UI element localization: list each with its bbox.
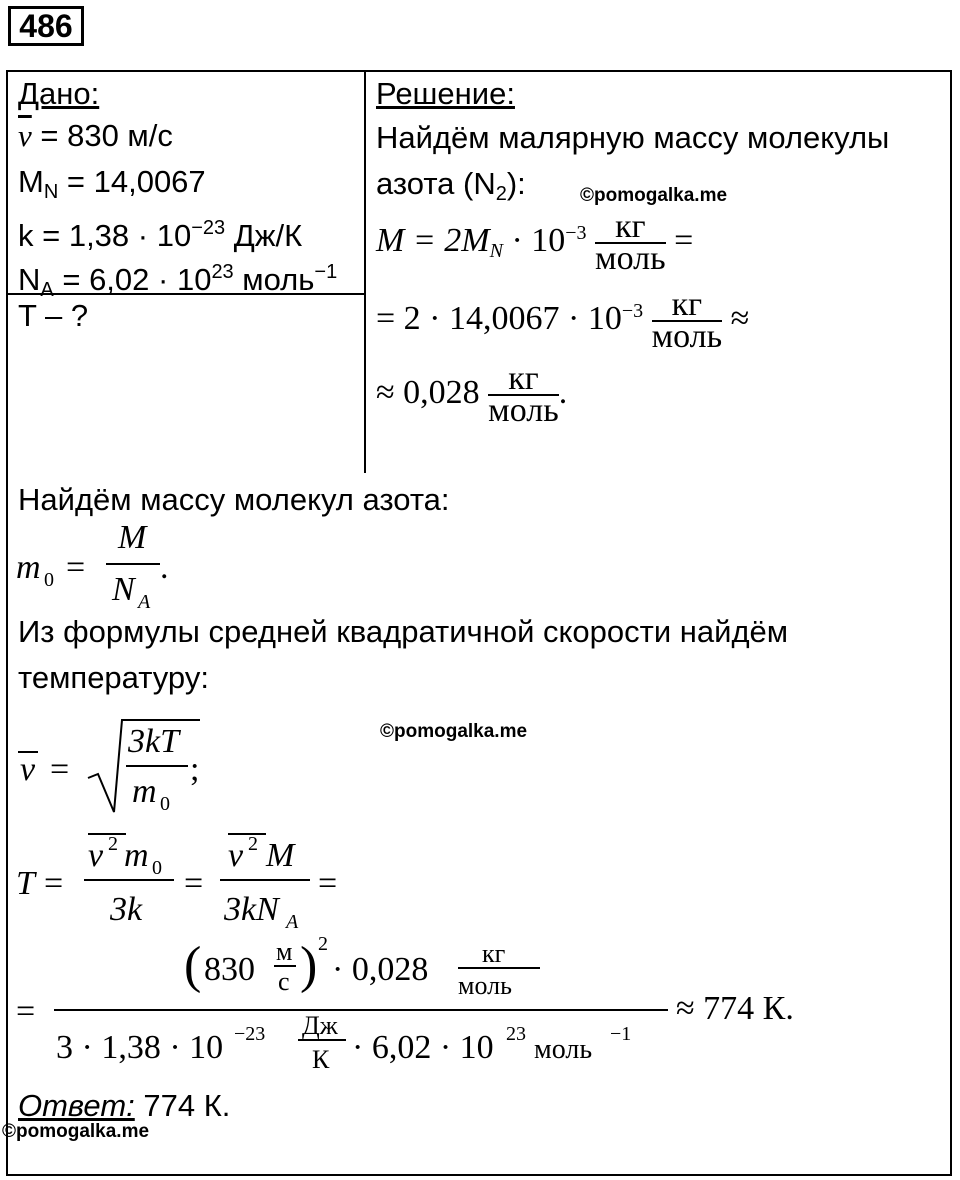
svg-text:v: v [88,837,104,874]
svg-text:v: v [20,751,36,788]
svg-text:· 6,02 · 10: · 6,02 · 10 [352,1029,494,1066]
svg-text:0: 0 [160,793,170,815]
molar-mass-calc: = $2 \cdot 14,0067 \cdot 10^{-3}$ $\frac{кг}{\text{моль}}$ ≈ [376,286,750,355]
svg-text:=: = [184,865,204,902]
svg-text:0: 0 [152,857,162,879]
svg-text:3kT: 3kT [128,723,179,760]
svg-text:кг: кг [482,939,506,968]
svg-text:моль: моль [458,971,512,1000]
svg-text:3kN: 3kN [224,891,279,928]
svg-text:23: 23 [506,1023,526,1045]
given-boltzmann: $k = 1,38 \cdot 10^{-23}$ Дж/К [18,217,303,253]
svg-text:T: T [16,865,35,902]
svg-text:2: 2 [248,833,258,855]
given-heading: Дано: [18,76,100,111]
svg-text:2: 2 [108,833,118,855]
svg-text:v: v [228,837,244,874]
given-molar-mass: $M_N = 14,0067$ [18,164,206,203]
svg-text:m: m [16,549,41,586]
molar-mass-result: ≈ 0,028 $\frac{кг}{\text{моль}}$ . [376,360,568,429]
temperature-result: ≈ 774 К. [676,990,794,1027]
svg-text:N: N [112,571,135,608]
solution-line2: азота $(N_2)$: [376,166,526,205]
column-divider [364,71,366,473]
svg-text:=: = [16,993,36,1030]
answer: Ответ: 774 К. [18,1088,231,1123]
svg-text:2: 2 [318,933,328,955]
svg-text:830: 830 [204,951,255,988]
watermark: ©pomogalka.me [2,1121,150,1142]
molecule-mass-formula [14,518,214,614]
problem-number: 486 [8,6,84,46]
molar-mass-formula: $M = 2M_N \cdot 10^{-3}$ $\frac{кг}{\text{моль}}$ = [376,208,694,277]
find-temperature: T – ? [18,298,89,333]
watermark: ©pomogalka.me [380,721,528,742]
svg-text:m: m [124,837,149,874]
svg-text:−23: −23 [234,1023,266,1045]
solution-heading: Решение: [376,76,515,111]
speed-text-2: температуру: [18,660,209,695]
svg-text:A: A [286,911,299,933]
svg-text:M: M [118,519,147,556]
watermark: ©pomogalka.me [580,185,728,206]
svg-text:м: м [276,937,293,966]
svg-text:): ) [300,937,318,994]
svg-text:.: . [160,549,169,586]
svg-text:(: ( [184,937,202,994]
given-avogadro: $N_A = 6,02 \cdot 10^{23}$ моль$^{-1}$ [18,261,338,301]
svg-text:моль: моль [534,1034,593,1065]
svg-text:m: m [132,773,157,810]
svg-text:3 · 1,38 · 10: 3 · 1,38 · 10 [56,1029,224,1066]
given-velocity: $\overline{v} = 830$ м/с [18,118,173,153]
svg-text:=: = [318,865,338,902]
svg-text:· 0,028: · 0,028 [332,951,429,988]
mass-text: Найдём массу молекул азота: [18,482,450,517]
svg-text:=: = [66,549,86,586]
solution-line1: Найдём малярную массу молекулы [376,120,890,155]
temperature-formula [14,824,374,934]
svg-text:К: К [312,1045,330,1074]
svg-text:=: = [50,751,70,788]
temperature-calculation [14,930,694,1086]
svg-text:−1: −1 [610,1023,632,1045]
svg-text:0: 0 [44,569,54,591]
svg-text:A: A [138,591,151,613]
speed-text-1: Из формулы средней квадратичной скорости найдём [18,614,789,649]
svg-text:=: = [44,865,64,902]
svg-text:M: M [266,837,295,874]
rms-speed-formula [14,708,214,820]
svg-text:Дж: Дж [302,1011,338,1040]
svg-text:с: с [278,967,290,996]
svg-text:3k: 3k [110,891,143,928]
svg-text:;: ; [190,751,200,788]
